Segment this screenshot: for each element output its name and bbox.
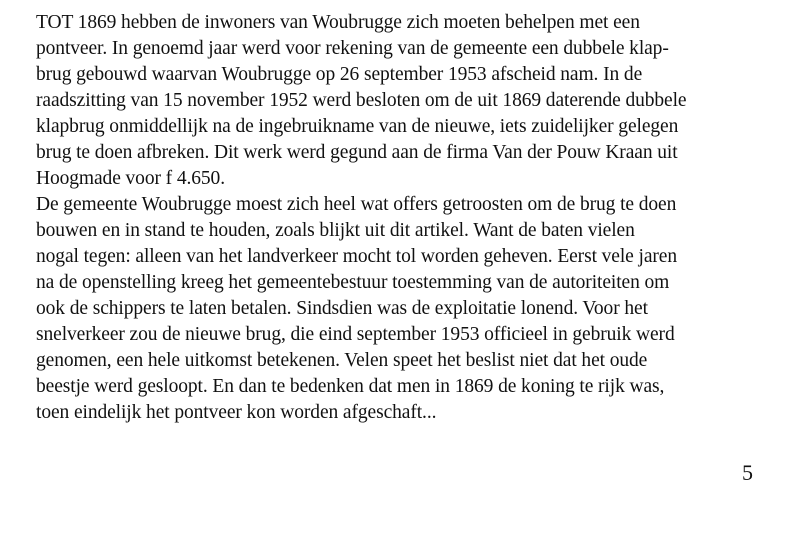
text-line: nogal tegen: alleen van het landverkeer mocht tol worden geheven. Eerst vele jaren <box>36 246 677 267</box>
text-line: pontveer. In genoemd jaar werd voor rekening van de gemeente een dubbele klap- <box>36 38 669 59</box>
text-line: brug gebouwd waarvan Woubrugge op 26 september 1953 afscheid nam. In de <box>36 64 643 85</box>
text-line: TOT 1869 hebben de inwoners van Woubrugge zich moeten behelpen met een <box>36 12 640 33</box>
text-line: Hoogmade voor f 4.650. <box>36 168 225 189</box>
text-line: toen eindelijk het pontveer kon worden afgeschaft... <box>36 402 437 423</box>
text-line: snelverkeer zou de nieuwe brug, die eind september 1953 officieel in gebruik werd <box>36 324 675 345</box>
text-line: na de openstelling kreeg het gemeentebestuur toestemming van de autoriteiten om <box>36 272 670 293</box>
text-line: genomen, een hele uitkomst betekenen. Velen speet het beslist niet dat het oude <box>36 350 648 371</box>
text-line: beestje werd gesloopt. En dan te bedenken dat men in 1869 de koning te rijk was, <box>36 376 665 397</box>
text-line: brug te doen afbreken. Dit werk werd gegund aan de firma Van der Pouw Kraan uit <box>36 142 678 163</box>
text-line: raadszitting van 15 november 1952 werd besloten om de uit 1869 daterende dubbele <box>36 90 687 111</box>
text-line: klapbrug onmiddellijk na de ingebruikname van de nieuwe, iets zuidelijker gelegen <box>36 116 679 137</box>
text-line: De gemeente Woubrugge moest zich heel wat offers getroosten om de brug te doen <box>36 194 677 215</box>
body-text <box>36 10 776 426</box>
page-number: 5 <box>742 460 753 485</box>
text-line: bouwen en in stand te houden, zoals blijkt uit dit artikel. Want de baten vielen <box>36 220 635 241</box>
text-line: ook de schippers te laten betalen. Sindsdien was de exploitatie lonend. Voor het <box>36 298 648 319</box>
